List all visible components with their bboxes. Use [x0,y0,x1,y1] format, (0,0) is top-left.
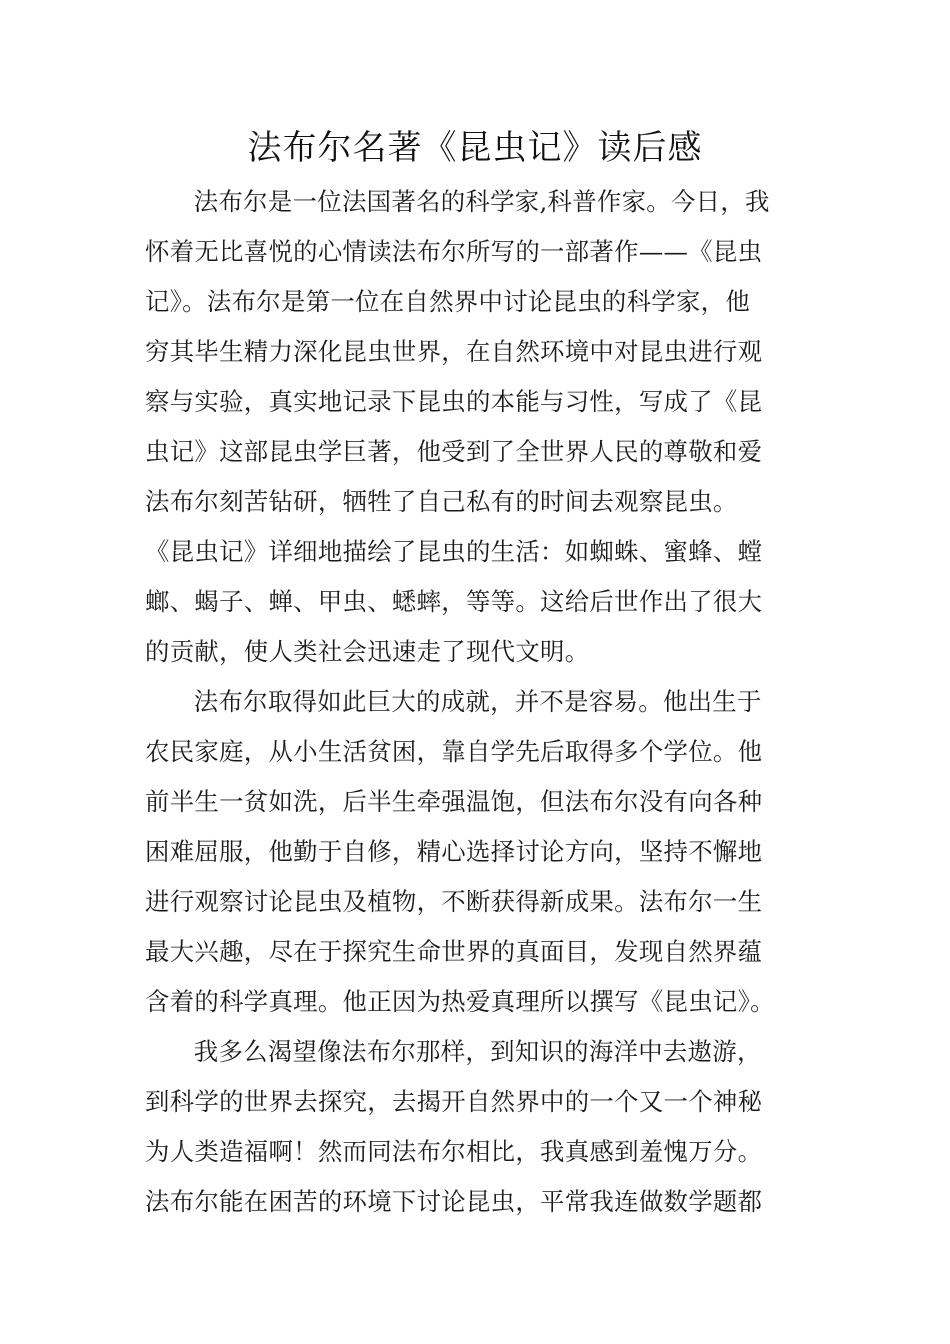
text-line: 穷其毕生精力深化昆虫世界，在自然环境中对昆虫进行观 [145,337,763,366]
text-line: 为人类造福啊！然而同法布尔相比，我真感到羞愧万分。 [145,1137,763,1166]
text-line: 法布尔能在困苦的环境下讨论昆虫，平常我连做数学题都 [145,1187,763,1216]
text-line: 察与实验，真实地记录下昆虫的本能与习性，写成了《昆 [145,387,763,416]
text-line: 虫记》这部昆虫学巨著，他受到了全世界人民的尊敬和爱 [145,437,763,466]
paragraph-3 [145,1027,807,1227]
text-line: 前半生一贫如洗，后半生牵强温饱，但法布尔没有向各种 [145,787,763,816]
text-line: 含着的科学真理。他正因为热爱真理所以撰写《昆虫记》。 [145,987,775,1016]
text-line: 困难屈服，他勤于自修，精心选择讨论方向，坚持不懈地 [145,837,763,866]
text-line: 农民家庭，从小生活贫困，靠自学先后取得多个学位。他 [145,737,763,766]
text-line: 法布尔刻苦钻研，牺牲了自己私有的时间去观察昆虫。 [145,487,738,516]
paragraph-2 [145,677,807,1027]
paragraph-1 [145,177,807,677]
text-line: 进行观察讨论昆虫及植物，不断获得新成果。法布尔一生 [145,887,763,916]
text-line: 螂、蝎子、蝉、甲虫、蟋蟀，等等。这给后世作出了很大 [145,587,763,616]
text-line: 到科学的世界去探究，去揭开自然界中的一个又一个神秘 [145,1087,763,1116]
document-body [145,177,807,1227]
document-title: 法布尔名著《昆虫记》读后感 [247,128,703,168]
text-line: 法布尔是一位法国著名的科学家,科普作家。今日，我 [193,187,770,216]
text-line: 《昆虫记》详细地描绘了昆虫的生活：如蜘蛛、蜜蜂、螳 [145,537,763,566]
text-line: 法布尔取得如此巨大的成就，并不是容易。他出生于 [193,687,762,716]
text-line: 记》。法布尔是第一位在自然界中讨论昆虫的科学家，他 [145,287,751,316]
text-line: 怀着无比喜悦的心情读法布尔所写的一部著作——《昆虫 [145,237,763,266]
text-line: 最大兴趣，尽在于探究生命世界的真面目，发现自然界蕴 [145,937,763,966]
text-line: 我多么渴望像法布尔那样，到知识的海洋中去遨游， [193,1037,762,1066]
text-line: 的贡献，使人类社会迅速走了现代文明。 [145,637,590,666]
